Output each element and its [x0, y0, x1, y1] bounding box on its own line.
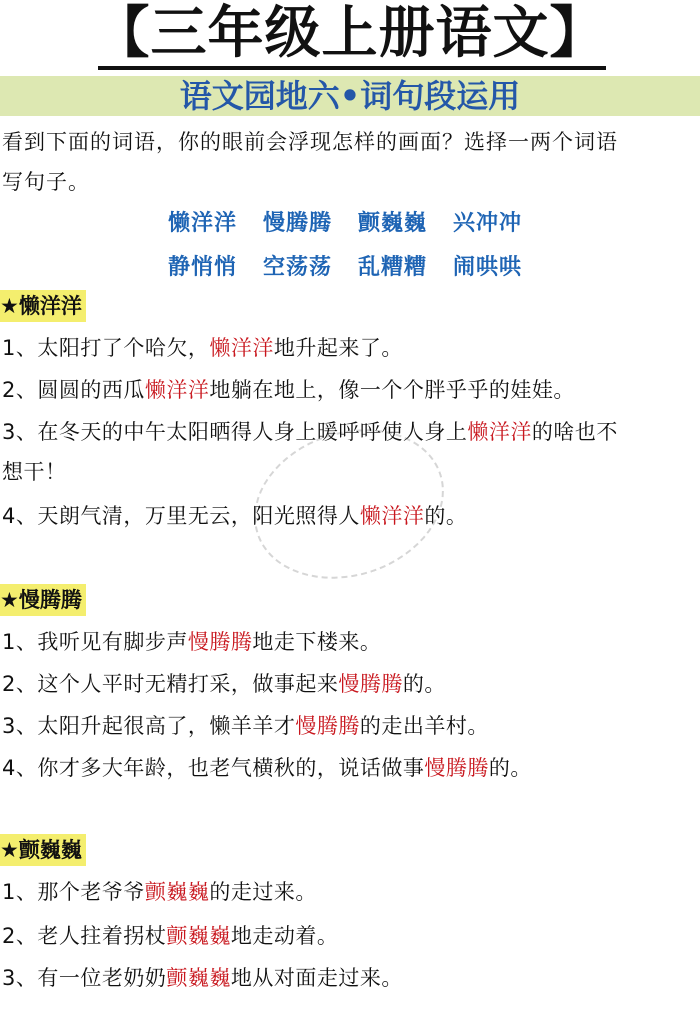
sentence-text: 1、太阳打了个哈欠， [2, 336, 210, 360]
example-sentence [2, 370, 694, 410]
vocab-row-1 [168, 206, 568, 237]
vocab-word: 颤巍巍 [358, 211, 428, 236]
example-sentence [2, 412, 694, 452]
example-sentence [2, 748, 694, 788]
sentence-text: 地躺在地上，像一个个胖乎乎的娃娃。 [209, 378, 575, 402]
example-sentence [2, 622, 694, 662]
example-sentence [2, 496, 694, 536]
sentence-text: 的。 [488, 756, 532, 780]
highlight-word: 颤巍巍 [144, 880, 210, 904]
sentence-text: 3、在冬天的中午太阳晒得人身上暖呼呼使人身上 [2, 420, 468, 444]
intro-line-2: 写句子。 [2, 170, 90, 194]
sentence-text: 2、圆圆的西瓜 [2, 378, 145, 402]
sentence-text: 地升起来了。 [273, 336, 403, 360]
section-heading: ★懒洋洋 [0, 290, 86, 322]
sentence-text: 的走过来。 [209, 880, 317, 904]
subtitle-text: 语文园地六•词句段运用 [179, 77, 521, 115]
example-sentence [2, 706, 694, 746]
sentence-text: 地从对面走过来。 [230, 966, 403, 990]
highlight-word: 颤巍巍 [166, 924, 231, 948]
sentence-text: 想干！ [2, 460, 67, 484]
example-sentence [2, 664, 694, 704]
example-sentence [2, 328, 694, 368]
page-title: 【三年级上册语文】 [93, 1, 607, 66]
sentence-text: 地走下楼来。 [252, 630, 382, 654]
highlight-word: 慢腾腾 [338, 672, 403, 696]
vocab-word: 闹哄哄 [453, 255, 523, 280]
sentence-text: 3、有一位老奶奶 [2, 966, 167, 990]
section-heading: ★颤巍巍 [0, 834, 86, 866]
example-sentence [2, 916, 694, 956]
highlight-word: 颤巍巍 [166, 966, 231, 990]
section-heading: ★慢腾腾 [0, 584, 86, 616]
sentence-text: 的走出羊村。 [359, 714, 489, 738]
sentence-text: 4、天朗气清，万里无云，阳光照得人 [2, 504, 360, 528]
highlight-word: 慢腾腾 [295, 714, 360, 738]
example-sentence [2, 872, 694, 912]
vocab-row-2 [168, 250, 568, 281]
highlight-word: 懒洋洋 [359, 504, 425, 528]
vocab-word: 懒洋洋 [168, 211, 238, 236]
sentence-text: 的啥也不 [531, 420, 618, 444]
intro-line-1: 看到下面的词语，你的眼前会浮现怎样的画面？选择一两个词语 [2, 130, 618, 154]
sentence-text: 4、你才多大年龄，也老气横秋的，说话做事 [2, 756, 425, 780]
sentence-text: 2、这个人平时无精打采，做事起来 [2, 672, 339, 696]
sentence-text: 地走动着。 [230, 924, 339, 948]
vocab-word: 慢腾腾 [263, 211, 333, 236]
example-sentence-continued [2, 452, 694, 492]
sentence-text: 3、太阳升起很高了，懒羊羊才 [2, 714, 296, 738]
highlight-word: 懒洋洋 [144, 378, 210, 402]
sentence-text: 的。 [402, 672, 446, 696]
intro-paragraph [2, 122, 692, 202]
highlight-word: 懒洋洋 [209, 336, 274, 360]
highlight-word: 懒洋洋 [467, 420, 532, 444]
sentence-text: 的。 [424, 504, 468, 528]
vocab-word: 空荡荡 [263, 255, 333, 280]
title-underline [98, 66, 606, 70]
vocab-word: 兴冲冲 [453, 211, 523, 236]
sentence-text: 1、我听见有脚步声 [2, 630, 188, 654]
highlight-word: 慢腾腾 [187, 630, 253, 654]
sentence-text: 1、那个老爷爷 [2, 880, 145, 904]
example-sentence [2, 958, 694, 998]
vocab-word: 静悄悄 [168, 255, 238, 280]
highlight-word: 慢腾腾 [424, 756, 489, 780]
sentence-text: 2、老人拄着拐杖 [2, 924, 167, 948]
vocab-word: 乱糟糟 [358, 255, 428, 280]
